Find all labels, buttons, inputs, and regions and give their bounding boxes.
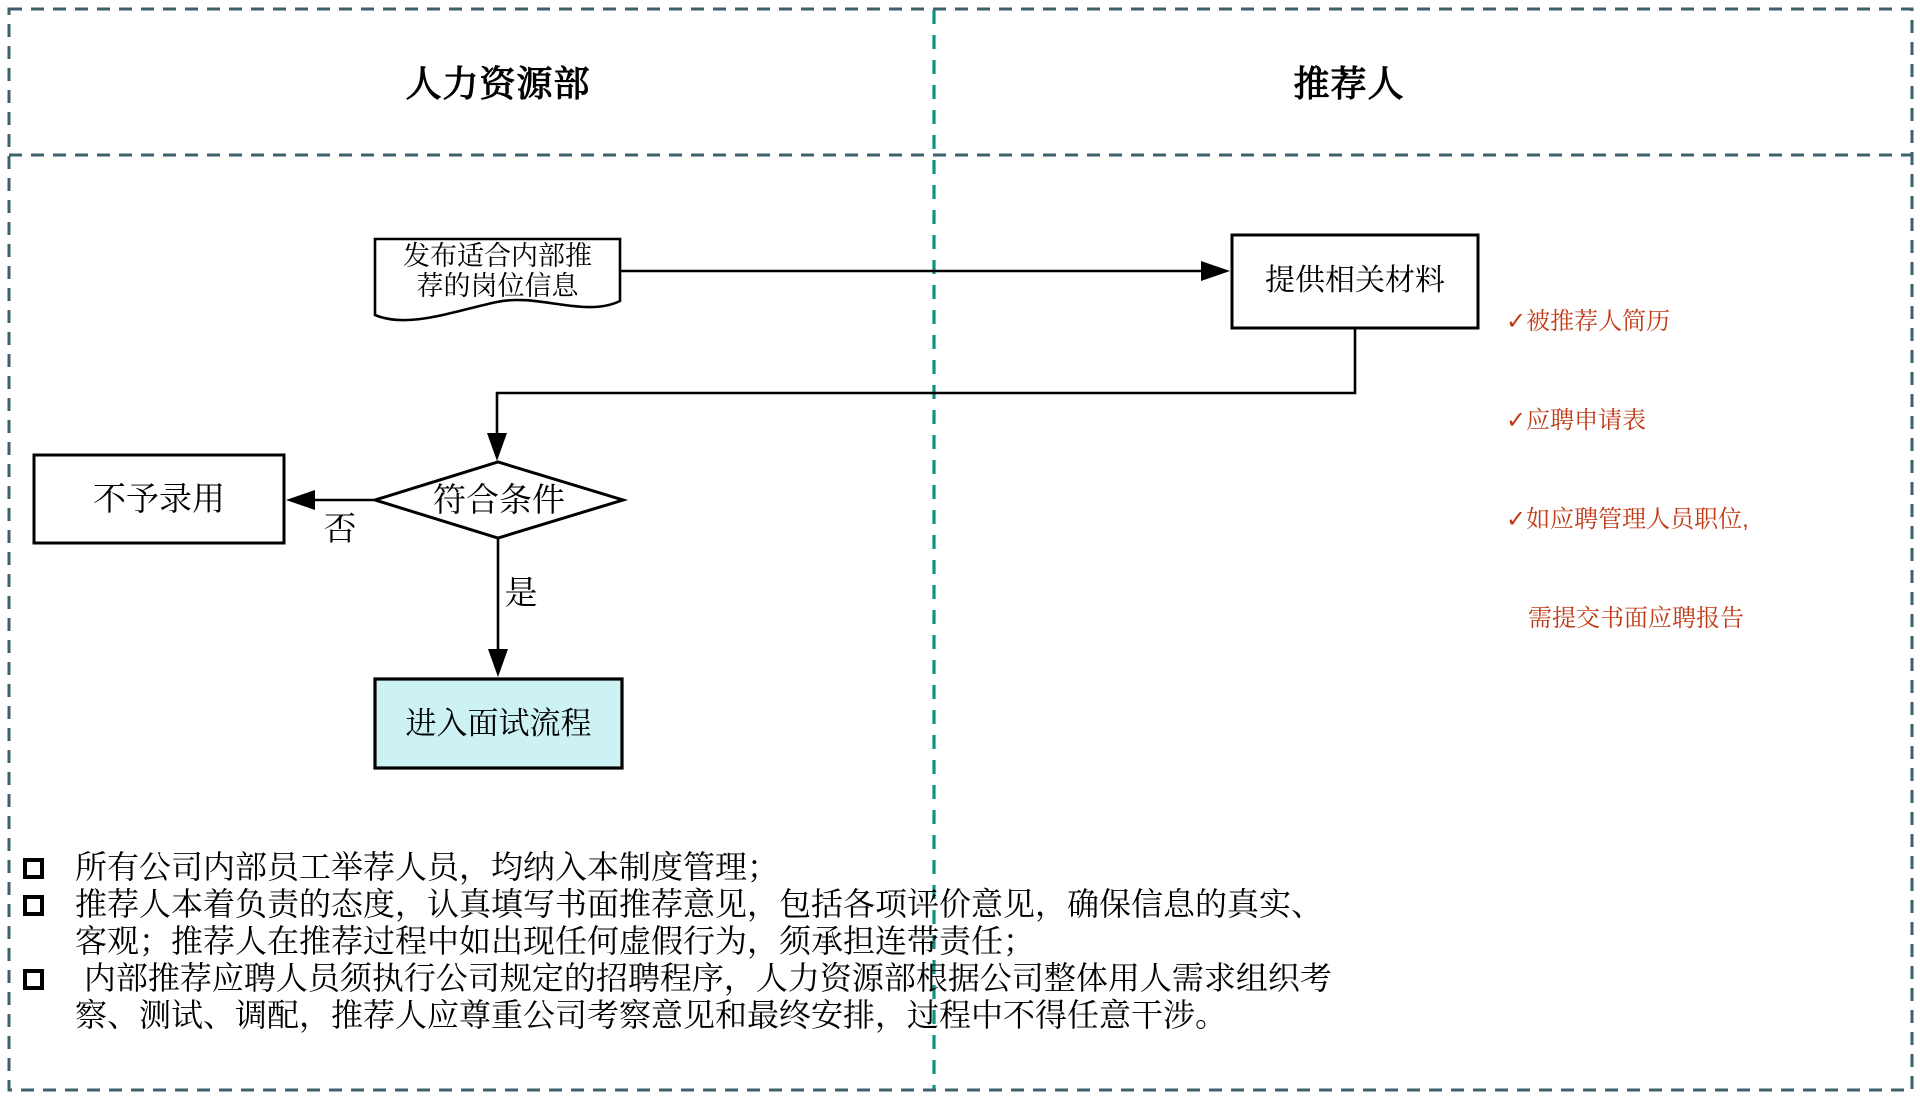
edge-label-no: 否 <box>323 509 357 547</box>
checklist-item-resume: ✓被推荐人简历 <box>1506 308 1671 335</box>
note-3-text-line2: 察、测试、调配，推荐人应尊重公司考察意见和最终安排，过程中不得任意干涉。 <box>75 997 1228 1033</box>
lane-header-referrer: 推荐人 <box>1293 63 1405 104</box>
note-1-text: 所有公司内部员工举荐人员，均纳入本制度管理； <box>75 849 780 885</box>
reject-label: 不予录用 <box>93 480 225 518</box>
provide-materials-label: 提供相关材料 <box>1265 264 1445 298</box>
square-bullet-icon <box>23 858 44 879</box>
interview-label: 进入面试流程 <box>405 705 592 741</box>
note-item-2 <box>20 886 1580 960</box>
note-3-text-line1: 内部推荐应聘人员须执行公司规定的招聘程序，人力资源部根据公司整体用人需求组织考 <box>75 960 1332 996</box>
publish-doc-label-line1: 发布适合内部推 <box>403 241 592 271</box>
arrowhead-down-icon <box>487 433 507 461</box>
publish-doc-label-line2: 荐的岗位信息 <box>416 271 579 301</box>
square-bullet-icon <box>23 969 44 990</box>
materials-checklist <box>1506 239 1749 701</box>
checklist-item-written-report: 需提交书面应聘报告 <box>1528 605 1744 632</box>
square-bullet-icon <box>23 895 44 916</box>
lane-header-hr: 人力资源部 <box>405 63 591 104</box>
arrowhead-right-icon <box>1201 261 1230 281</box>
condition-label: 符合条件 <box>433 481 565 519</box>
note-item-3 <box>20 960 1580 1034</box>
note-2-text-line1: 推荐人本着负责的态度，认真填写书面推荐意见，包括各项评价意见，确保信息的真实、 <box>75 886 1324 922</box>
publish-doc-label <box>375 240 620 302</box>
checklist-item-management-position: ✓如应聘管理人员职位, <box>1506 506 1749 533</box>
checklist-item-application-form: ✓应聘申请表 <box>1506 407 1647 434</box>
edge-label-yes: 是 <box>504 573 538 611</box>
notes-list <box>20 849 1580 1034</box>
note-item-1 <box>20 849 1580 886</box>
arrowhead-left-icon <box>286 490 315 510</box>
connector-provide-to-condition <box>497 329 1355 434</box>
note-2-text-line2: 客观；推荐人在推荐过程中如出现任何虚假行为，须承担连带责任； <box>75 923 1036 959</box>
arrowhead-down2-icon <box>488 649 508 677</box>
